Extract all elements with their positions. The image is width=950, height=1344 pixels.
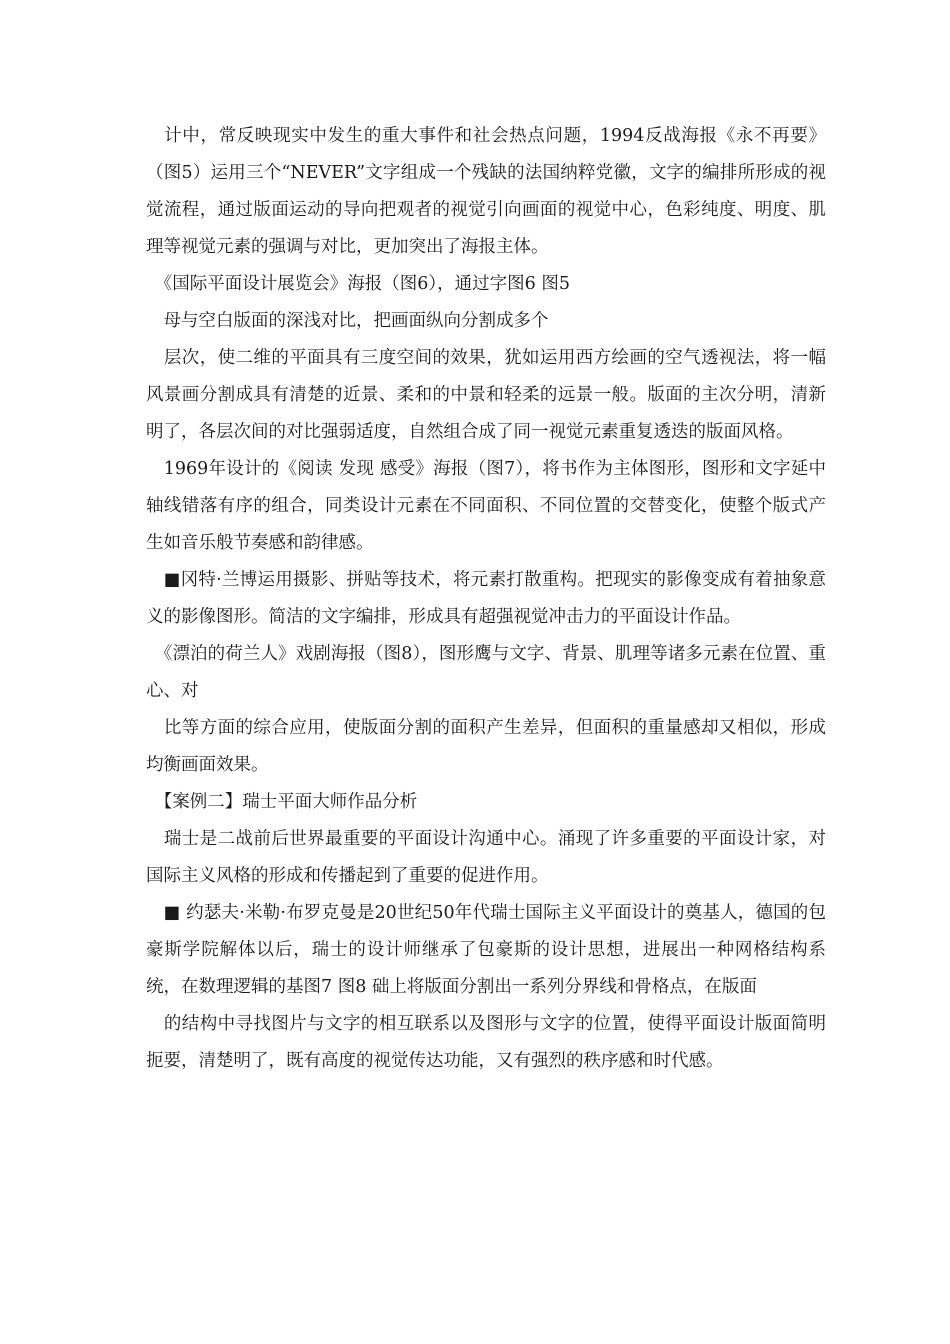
paragraph-12: 的结构中寻找图片与文字的相互联系以及图形与文字的位置，使得平面设计版面简明扼要，清楚明了，既有高度的视觉传达功能，又有强烈的秩序感和时代感。 (146, 1014, 826, 1071)
paragraph-5: 1969年设计的《阅读 发现 感受》海报（图7），将书作为主体图形，图形和文字延中轴线错落有序的组合，同类设计元素在不同面积、不同位置的交替变化，使整个版式产生如音乐般节奏感和韵律感。 (146, 459, 826, 553)
paragraph-1: 计中，常反映现实中发生的重大事件和社会热点问题，1994反战海报《永不再要》（图5）运用三个“NEVER”文字组成一个残缺的法国纳粹党徽，文字的编排所形成的视觉流程，通过版面运动的导向把观者的视觉引向画面的视觉中心，色彩纯度、明度、肌理等视觉元素的强调与对比，更加突出了海报主体。 (146, 126, 826, 257)
paragraph-6: ■冈特·兰博运用摄影、拼贴等技术，将元素打散重构。把现实的影像变成有着抽象意义的影像图形。简洁的文字编排，形成具有超强视觉冲击力的平面设计作品。 (146, 570, 826, 627)
paragraph-9: 【案例二】瑞士平面大师作品分析 (146, 792, 418, 812)
body-text (146, 118, 826, 1080)
paragraph-11: ■ 约瑟夫·米勒·布罗克曼是20世纪50年代瑞士国际主义平面设计的奠基人，德国的包豪斯学院解体以后，瑞士的设计师继承了包豪斯的设计思想，进展出一种网格结构系统，在数理逻辑的基图7 图8 础上将版面分割出一系列分界线和骨格点，在版面 (146, 903, 826, 997)
paragraph-2: 《国际平面设计展览会》海报（图6），通过字图6 图5 (146, 274, 570, 294)
paragraph-8: 比等方面的综合应用，使版面分割的面积产生差异，但面积的重量感却又相似，形成均衡画面效果。 (146, 718, 826, 775)
paragraph-3: 母与空白版面的深浅对比，把画面纵向分割成多个 (146, 311, 549, 331)
paragraph-7: 《漂泊的荷兰人》戏剧海报（图8），图形鹰与文字、背景、肌理等诸多元素在位置、重心、对 (146, 644, 826, 701)
paragraph-10: 瑞士是二战前后世界最重要的平面设计沟通中心。涌现了许多重要的平面设计家，对国际主义风格的形成和传播起到了重要的促进作用。 (146, 829, 826, 886)
paragraph-4: 层次，使二维的平面具有三度空间的效果，犹如运用西方绘画的空气透视法，将一幅风景画分割成具有清楚的近景、柔和的中景和轻柔的远景一般。版面的主次分明，清新明了，各层次间的对比强弱适度，自然组合成了同一视觉元素重复透迭的版面风格。 (146, 348, 826, 442)
